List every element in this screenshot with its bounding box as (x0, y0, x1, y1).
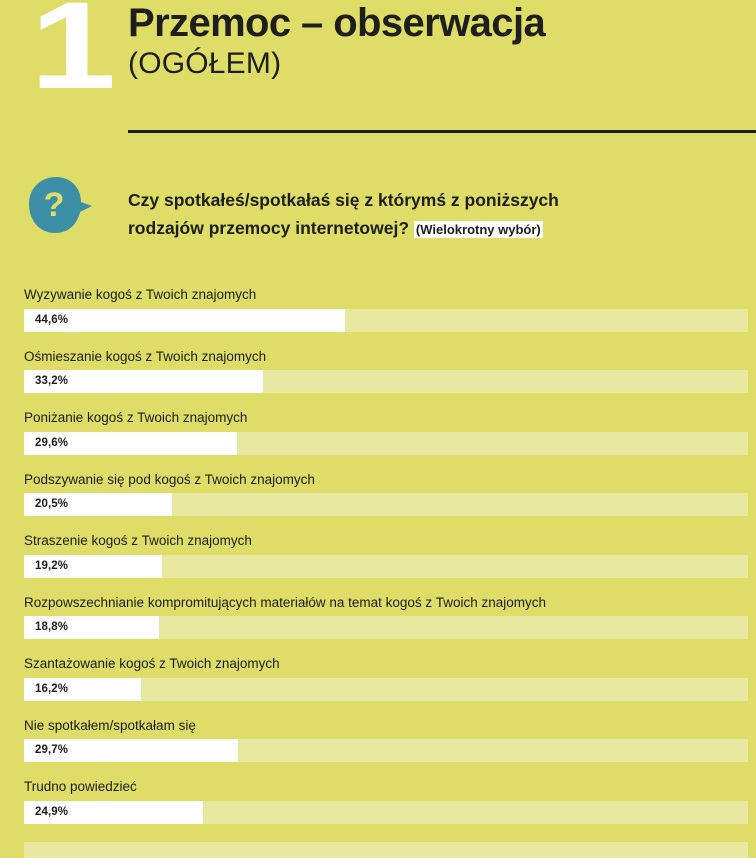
question-line-2: rodzajów przemocy internetowej? (128, 218, 410, 239)
bar-label: Nie spotkałem/spotkałam się (24, 717, 196, 733)
bar-track (24, 370, 748, 393)
bar-row (0, 473, 756, 517)
bar-track (24, 309, 748, 332)
slide-header (0, 0, 756, 140)
bar-value: 16,2% (35, 682, 69, 695)
bar-value: 29,6% (35, 436, 69, 449)
bar-label: Ośmieszanie kogoś z Twoich znajomych (24, 348, 267, 364)
bar-value: 20,5% (35, 498, 69, 510)
bar-label: Straszenie kogoś z Twoich znajomych (24, 533, 252, 548)
bar-track (24, 493, 748, 516)
bar-value: 24,9% (35, 805, 69, 818)
page-subtitle: (OGÓŁEM) (128, 47, 282, 81)
bar-row (0, 288, 756, 332)
bar-value: 19,2% (35, 559, 69, 572)
bar-label: Podszywanie się pod kogoś z Twoich znajomych (24, 471, 315, 487)
slide-number: 1 (30, 0, 114, 115)
bar-row (0, 350, 756, 394)
bar-row (0, 657, 756, 701)
bar-row (0, 780, 756, 824)
svg-text:?: ? (43, 186, 65, 224)
title-block (128, 2, 545, 82)
multi-choice-badge: (Wielokrotny wybór) (415, 222, 541, 238)
bar-label: Szantażowanie kogoś z Twoich znajomych (24, 656, 280, 671)
bar-value: 33,2% (35, 375, 69, 387)
question-mark-speech-bubble-icon (25, 174, 93, 236)
bar-row-partial (0, 842, 756, 858)
bar-fill (24, 309, 345, 332)
bar-value: 44,6% (35, 313, 69, 326)
bar-track (24, 678, 748, 701)
bar-row (0, 596, 756, 640)
bar-row (0, 411, 756, 455)
bar-track (24, 432, 748, 455)
bar-label: Wyzywanie kogoś z Twoich znajomych (24, 287, 257, 302)
bar-track (24, 555, 748, 578)
bar-label: Trudno powiedzieć (24, 779, 137, 794)
bar-track (24, 801, 748, 824)
bar-chart (0, 288, 756, 858)
header-divider (128, 130, 756, 133)
bar-row (0, 534, 756, 578)
page-title: Przemoc – obserwacja (128, 1, 546, 45)
question-line-1: Czy spotkałeś/spotkałaś się z którymś z poniższych (128, 190, 559, 210)
bar-track (24, 739, 748, 762)
question-block (0, 168, 756, 248)
bar-label: Rozpowszechnianie kompromitujących materiałów na temat kogoś z Twoich znajomych (24, 594, 546, 610)
bar-label: Poniżanie kogoś z Twoich znajomych (24, 410, 248, 425)
bar-track (24, 842, 748, 858)
bar-track (24, 616, 748, 639)
bar-row (0, 719, 756, 763)
question-text (128, 186, 748, 243)
bar-value: 29,7% (35, 744, 69, 756)
bar-value: 18,8% (35, 621, 69, 633)
